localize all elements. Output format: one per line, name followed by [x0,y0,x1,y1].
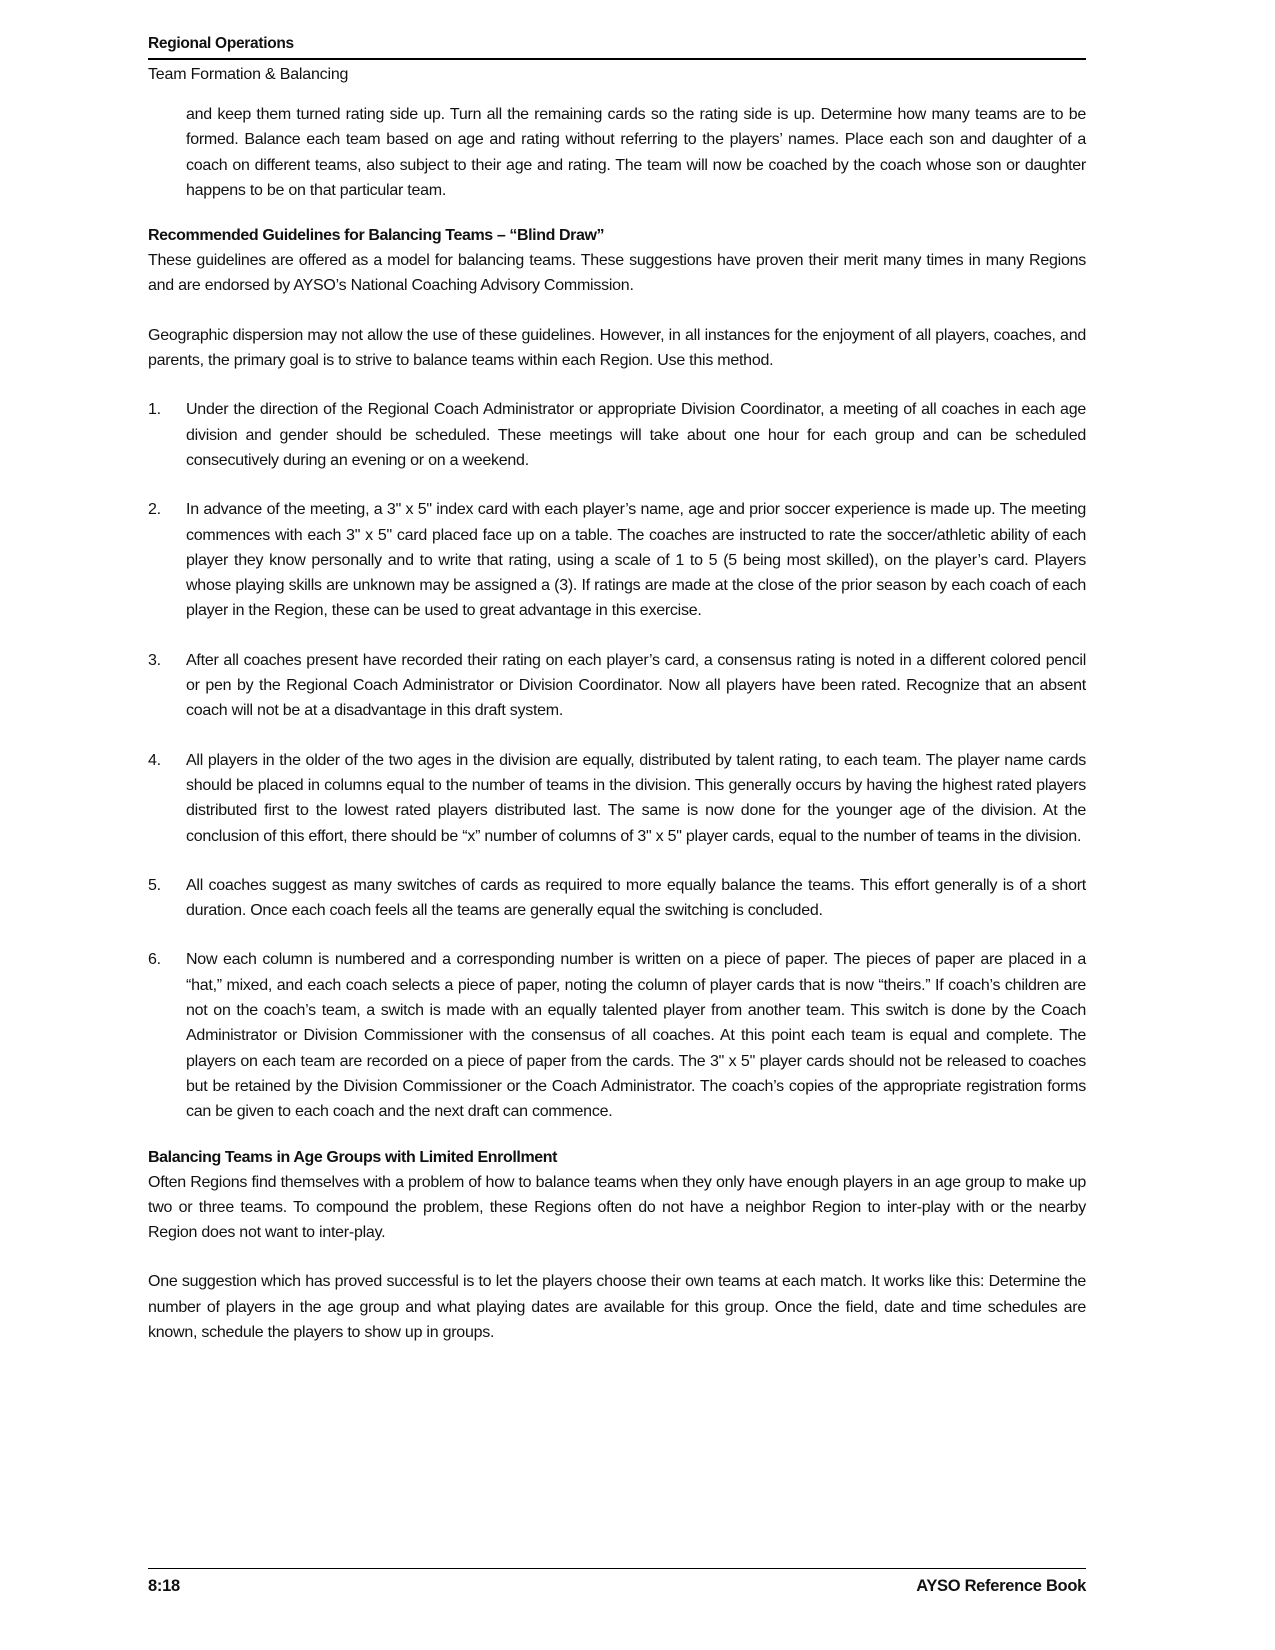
blind-draw-intro: These guidelines are offered as a model for balancing teams. These suggestions have proven their merit many times in many Regions and are endorsed by AYSO’s National Coaching Advisory Commission. [148,252,1086,295]
limited-paragraph-1: Often Regions find themselves with a problem of how to balance teams when they only have enough players in an age group to make up two or three teams. To compound the problem, these Regions often do not have a neighbor Region to inter-play with or the nearby Region does not want to inter-play. [148,1173,1086,1242]
step-number: 4. [148,751,161,769]
section-title: Regional Operations [148,35,294,52]
step-item [148,648,1086,724]
running-header [148,34,1086,88]
step-number: 1. [148,401,161,419]
book-title: AYSO Reference Book [916,1577,1086,1595]
step-number: 5. [148,876,161,894]
step-number: 3. [148,651,161,669]
step-text: After all coaches present have recorded their rating on each player’s card, a consensus rating is noted in a different colored pencil or pen by the Regional Coach Administrator or Division Coordinator. Now all players have been rated. Recognize that an absent coach will not be at a disadvantage in this draft system. [186,651,1086,720]
page-number: 8:18 [148,1577,180,1595]
step-text: Now each column is numbered and a corresponding number is written on a piece of paper. The pieces of paper are placed in a “hat,” mixed, and each coach selects a piece of paper, noting the column of player cards that is now “theirs.” If coach’s children are not on the coach’s team, a switch is made with an equally talented player from another team. This switch is done by the Coach Administrator or Division Commissioner with the consensus of all coaches. At this point each team is equal and complete. The players on each team are recorded on a piece of paper from the cards. The 3" x 5" player cards should not be released to coaches but be retained by the Division Commissioner or the Coach Administrator. The coach’s copies of the appropriate registration forms can be given to each coach and the next draft can commence. [186,951,1086,1121]
step-text: In advance of the meeting, a 3" x 5" index card with each player’s name, age and prior soccer experience is made up. The meeting commences with each 3" x 5" card placed face up on a table. The coaches are instructed to rate the soccer/athletic ability of each player they know personally and to write that rating, using a scale of 1 to 5 (5 being most skilled), on the player’s card. Players whose playing skills are unknown may be assigned a (3). If ratings are made at the close of the prior season by each coach of each player in the Region, these can be used to great advantage in this exercise. [186,501,1086,620]
continuation-paragraph: and keep them turned rating side up. Turn all the remaining cards so the rating side is up. Determine how many teams are to be formed. Balance each team based on age and rating without referring to the players’ names. Place each son and daughter of a coach on different teams, also subject to their age and rating. The team will now be coached by the coach whose son or daughter happens to be on that particular team. [186,106,1086,199]
step-item [148,873,1086,924]
geographic-paragraph: Geographic dispersion may not allow the use of these guidelines. However, in all instances for the enjoyment of all players, coaches, and parents, the primary goal is to strive to balance teams within each Region. Use this method. [148,326,1086,370]
step-text: Under the direction of the Regional Coach Administrator or appropriate Division Coordinator, a meeting of all coaches in each age division and gender should be scheduled. These meetings will take about one hour for each group and can be scheduled consecutively during an evening or on a weekend. [186,401,1086,469]
footer-rule [148,1568,1086,1569]
blind-draw-steps [148,397,1086,1124]
header-rule [148,58,1086,60]
running-footer [148,1568,1086,1596]
limited-paragraph-2: One suggestion which has proved successful is to let the players choose their own teams at each match. It works like this: Determine the number of players in the age group and what playing dates are available for this group. Once the field, date and time schedules are known, schedule the players to show up in groups. [148,1273,1086,1341]
subsection-title: Team Formation & Balancing [148,66,349,83]
step-item [148,497,1086,623]
step-text: All players in the older of the two ages in the division are equally, distributed by talent rating, to each team. The player name cards should be placed in columns equal to the number of teams in the division. This generally occurs by having the highest rated players distributed first to the lowest rated players distributed last. The same is now done for the younger age of the division. At the conclusion of this effort, there should be “x” number of columns of 3" x 5" player cards, equal to the number of teams in the division. [186,751,1086,845]
limited-enrollment-heading: Balancing Teams in Age Groups with Limited Enrollment [148,1148,558,1166]
step-item [148,397,1086,473]
step-number: 2. [148,501,161,519]
blind-draw-heading: Recommended Guidelines for Balancing Teams – “Blind Draw” [148,227,605,245]
step-number: 6. [148,951,161,969]
step-item [148,947,1086,1124]
page-content [148,34,1086,1345]
step-item [148,748,1086,849]
step-text: All coaches suggest as many switches of cards as required to more equally balance the teams. This effort generally is of a short duration. Once each coach feels all the teams are generally equal the switching is concluded. [186,876,1086,920]
